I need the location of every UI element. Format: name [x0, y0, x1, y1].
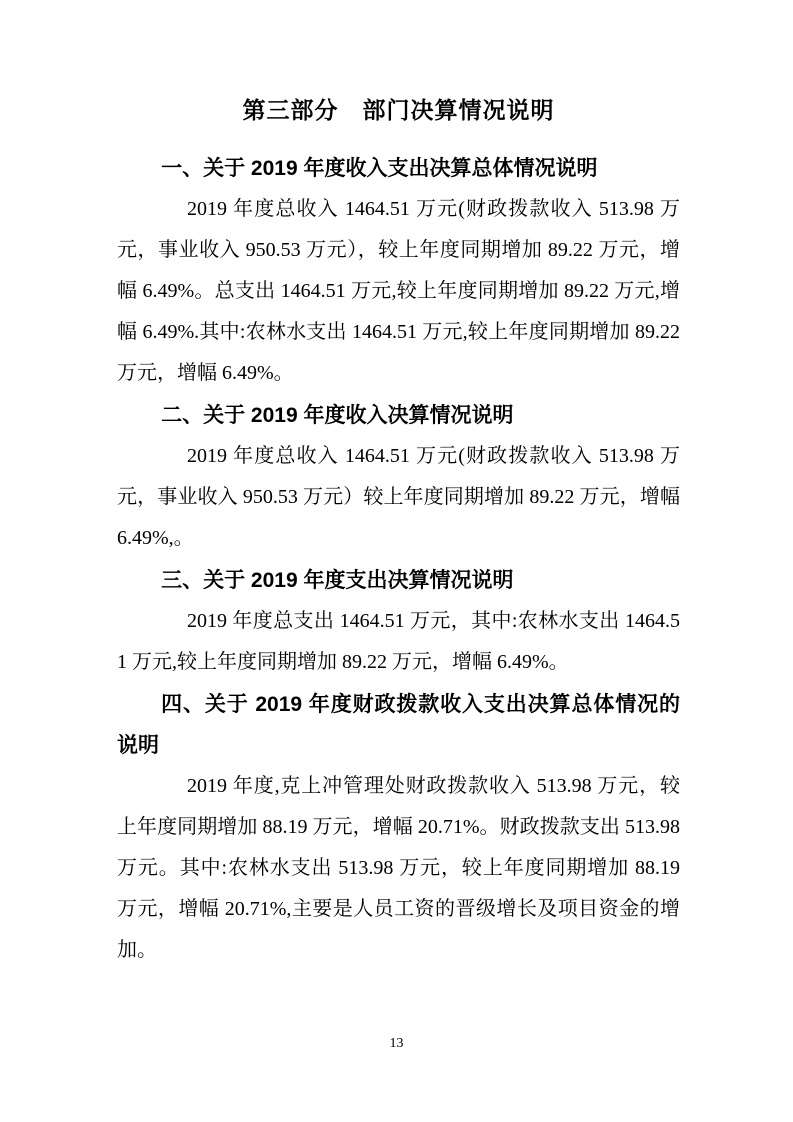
section-1-heading: 一、关于 2019 年度收入支出决算总体情况说明 — [161, 157, 598, 180]
section-2-heading: 二、关于 2019 年度收入决算情况说明 — [161, 404, 514, 427]
section-4-heading: 四、关于 2019 年度财政拨款收入支出决算总体情况的说明 — [117, 693, 680, 757]
page-title: 第三部分 部门决算情况说明 — [242, 97, 555, 123]
section-2-paragraph: 2019 年度总收入 1464.51 万元(财政拨款收入 513.98 万元，事业收入 950.53 万元）较上年度同期增加 89.22 万元，增幅 6.49%,。 — [117, 445, 680, 549]
section-3-heading: 三、关于 2019 年度支出决算情况说明 — [161, 569, 514, 592]
page-number: 13 — [389, 1036, 404, 1051]
section-1-paragraph: 2019 年度总收入 1464.51 万元(财政拨款收入 513.98 万元，事业收入 950.53 万元），较上年度同期增加 89.22 万元，增幅 6.49%。总支出 1464.51 万元,较上年度同期增加 89.22 万元,增幅 6.49%.其中:农林水支出 1464.51 万元,较上年度同期增加 89.22 万元，增幅 6.49%。 — [117, 198, 680, 384]
section-3-paragraph: 2019 年度总支出 1464.51 万元，其中:农林水支出 1464.51 万元,较上年度同期增加 89.22 万元，增幅 6.49%。 — [117, 610, 680, 673]
page-content — [117, 94, 680, 971]
section-4-paragraph: 2019 年度,克上冲管理处财政拨款收入 513.98 万元，较上年度同期增加 88.19 万元，增幅 20.71%。财政拨款支出 513.98 万元。其中:农林水支出 513.98 万元，较上年度同期增加 88.19 万元，增幅 20.71%,主要是人员工资的晋级增长及项目资金的增加。 — [117, 775, 680, 961]
